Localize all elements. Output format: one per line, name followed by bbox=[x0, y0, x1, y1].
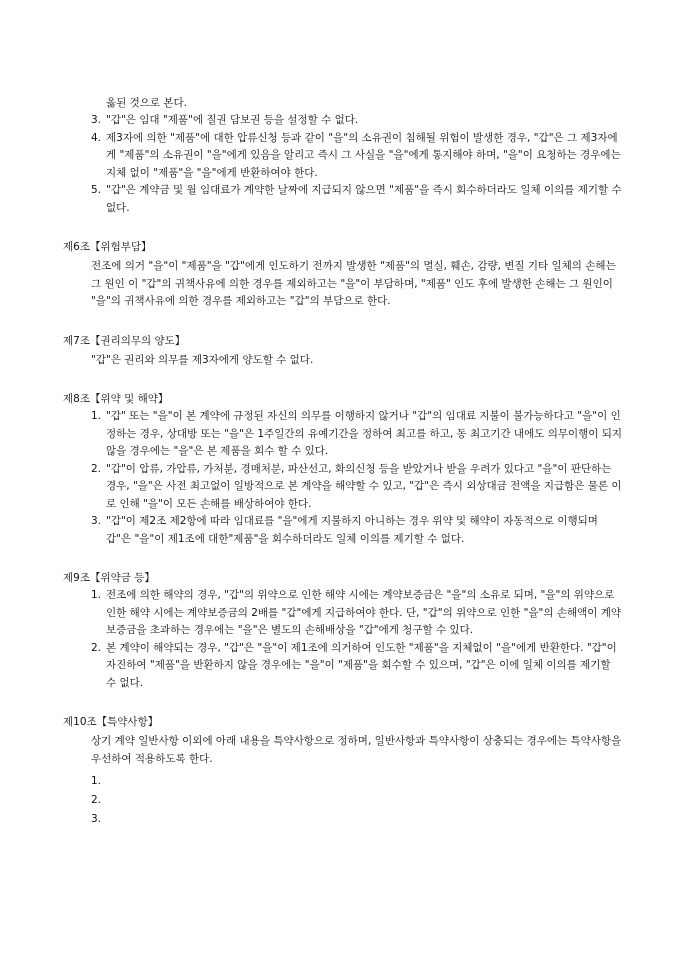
article-10-blank-items bbox=[91, 772, 623, 829]
item-text: "갑"은 임대 "제품"에 질권 담보권 등을 설정할 수 없다. bbox=[106, 114, 359, 126]
item-number: 3. bbox=[91, 114, 102, 126]
item-number: 1. bbox=[91, 410, 102, 422]
article-9-title: 제9조【위약금 등】 bbox=[63, 572, 155, 584]
item-text: "갑"은 계약금 및 월 임대료가 계약한 날짜에 지급되지 않으면 "제품"을 즉시 회수하더라도 일체 이의를 제기할 수 없다. bbox=[106, 184, 622, 214]
article-7-body: "갑"은 권리와 의무를 제3자에게 양도할 수 없다. bbox=[91, 353, 314, 366]
item-text: "갑"이 제2조 제2항에 따라 임대료를 "을"에게 지불하지 아니하는 경우 위약 및 해약이 자동적으로 이행되며 갑"은 "을"이 제1조에 대한"제품"을 회수하더라도 일체 이의를 제기할 수 없다. bbox=[106, 515, 598, 545]
list-item bbox=[91, 112, 623, 130]
article-10-title: 제10조【특약사항】 bbox=[63, 716, 159, 728]
article-10-body: 상기 계약 일반사항 이외에 아래 내용을 특약사항으로 정하며, 일반사항과 특약사항이 상충되는 경우에는 특약사항을 우선하여 적용하도록 한다. bbox=[91, 735, 622, 765]
list-item bbox=[91, 640, 623, 693]
list-item bbox=[91, 587, 623, 640]
article-9-items bbox=[91, 587, 623, 692]
item-number: 4. bbox=[91, 131, 102, 144]
article-7 bbox=[63, 333, 623, 370]
article-6-title: 제6조【위험부담】 bbox=[63, 241, 152, 253]
article-10 bbox=[63, 714, 623, 829]
item-number: 2. bbox=[91, 462, 102, 475]
item-text: 본 계약이 해약되는 경우, "갑"은 "을"이 제1조에 의거하여 인도한 "제품"을 지체없이 "을"에게 반환한다. "갑"이 자진하여 "제품"을 반환하지 않을 경우에는 "을"이 "제품"을 회수할 수 있으며, "갑"은 이에 일체 이의를 제기할 수 없다. bbox=[106, 641, 617, 689]
article-9 bbox=[63, 570, 623, 692]
blank-list-item: 1. bbox=[91, 775, 102, 787]
article-8-items bbox=[91, 408, 623, 548]
blank-list-item: 2. bbox=[91, 794, 102, 806]
article-6 bbox=[63, 239, 623, 311]
article5-items-list bbox=[91, 112, 623, 217]
item-number: 3. bbox=[91, 515, 102, 527]
document-content bbox=[63, 95, 623, 829]
item-number: 5. bbox=[91, 184, 102, 196]
item-text: "갑" 또는 "을"이 본 계약에 규정된 자신의 의무를 이행하지 않거나 "갑"의 임대료 지불이 불가능하다고 "을"이 인정하는 경우, 상대방 또는 "을"은 1주일간의 유예기간을 정하여 최고를 하고, 동 최고기간 내에도 의무이행이 되지 않을 경우에는 "을"은 본 제품을 회수 할 수 있다. bbox=[106, 410, 623, 457]
item-number: 2. bbox=[91, 641, 102, 654]
article-6-body: 전조에 의거 "을"이 "제품"을 "갑"에게 인도하기 전까지 발생한 "제품"의 멸실, 훼손, 감량, 변질 기타 일체의 손해는 그 원인 이 "갑"의 귀책사유에 의한 경우를 제외하고는 "을"이 부담하며, "제품" 인도 후에 발생한 손해는 그 원인이 "을"의 귀책사유에 의한 경우를 제외하고는 "갑"의 부담으로 한다. bbox=[91, 260, 616, 307]
article-8-title: 제8조【위약 및 해약】 bbox=[63, 393, 169, 405]
article-8 bbox=[63, 391, 623, 548]
list-item bbox=[91, 408, 623, 461]
list-item bbox=[91, 461, 623, 514]
article-7-title: 제7조【권리의무의 양도】 bbox=[63, 334, 186, 347]
item-text: "갑"이 압류, 가압류, 가처분, 경매처분, 파산선고, 화의신청 등을 받았거나 받을 우려가 있다고 "을"이 판단하는 경우, "을"은 사전 최고없이 일방적으로 본 계약을 해약할 수 있고, "갑"은 즉시 외상대금 전액을 지급함은 물론 이로 인해 "을"이 모든 손해를 배상하여야 한다. bbox=[106, 462, 622, 510]
list-item bbox=[91, 130, 623, 183]
item-text: 제3자에 의한 "제품"에 대한 압류신청 등과 같이 "을"의 소유권이 침해될 위험이 발생한 경우, "갑"은 그 제3자에게 "제품"의 소유권이 "을"에게 있음을 알리고 즉시 그 사실을 "을"에게 통지해야 하며, "을"이 요청하는 경우에는 지체 없이 "제품"을 "을"에게 반환하여야 한다. bbox=[106, 131, 621, 179]
item-number: 1. bbox=[91, 589, 102, 601]
continuation-text: 옳된 것으로 본다. bbox=[106, 97, 188, 109]
list-item bbox=[91, 182, 623, 217]
list-item bbox=[91, 513, 623, 548]
blank-list-item: 3. bbox=[91, 813, 102, 825]
item-text: 전조에 의한 해약의 경우, "갑"의 위약으로 인한 해약 시에는 계약보증금은 "을"의 소유로 되며, "을"의 위약으로 인한 해약 시에는 계약보증금의 2배를 "갑"에게 지급하여야 한다. 단, "갑"의 위약으로 인한 "을"의 손해액이 계약보증금을 초과하는 경우에는 "을"은 별도의 손해배상을 "갑"에게 청구할 수 있다. bbox=[106, 589, 622, 636]
